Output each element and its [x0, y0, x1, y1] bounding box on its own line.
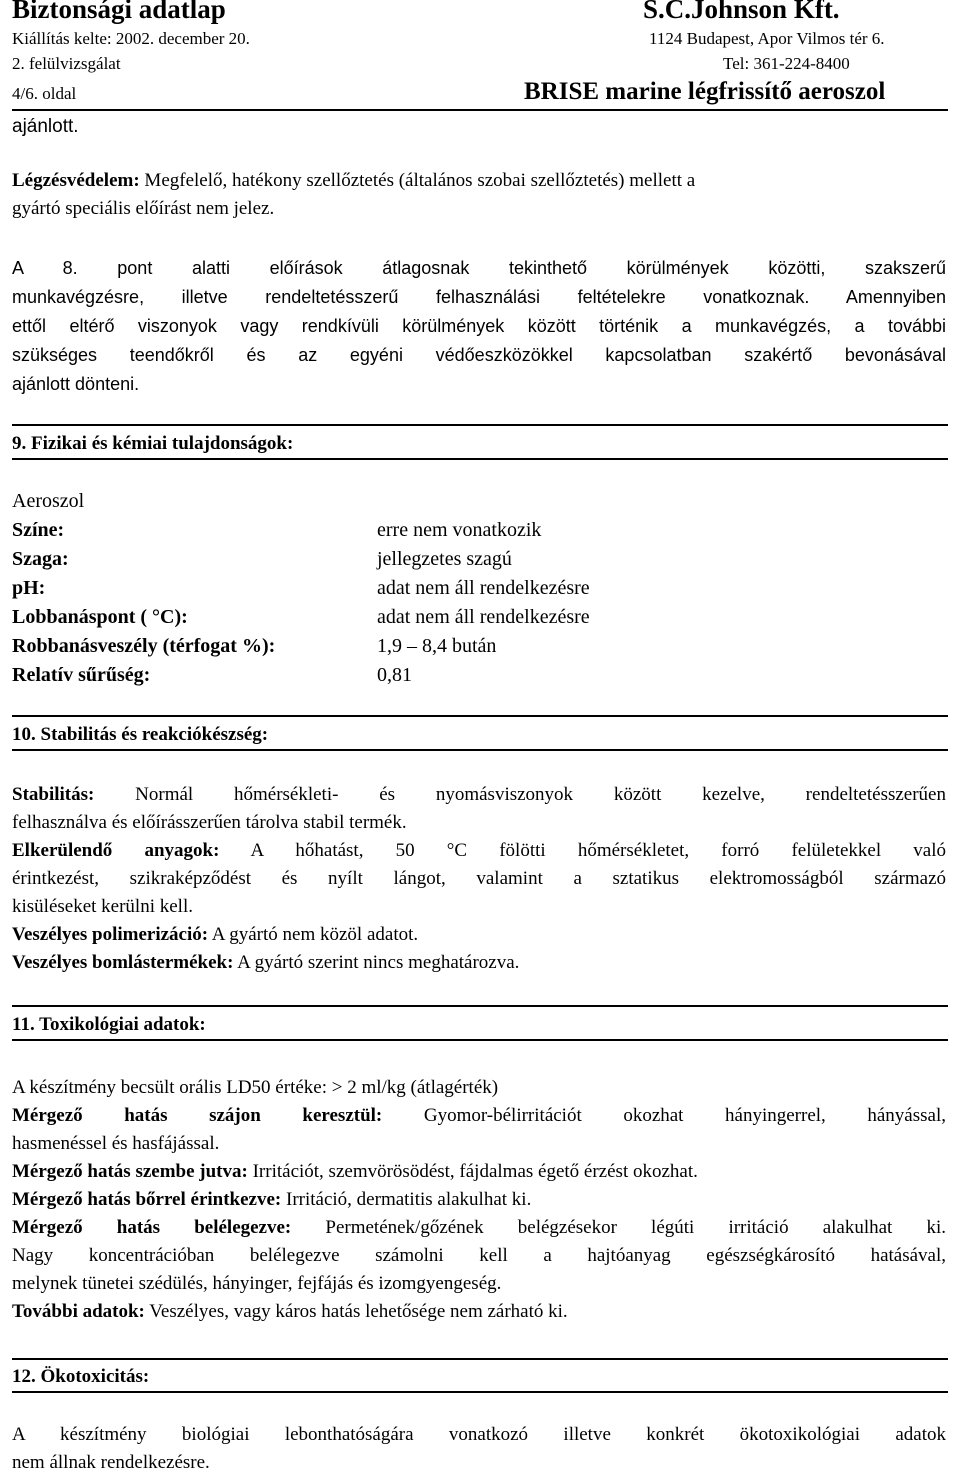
explosion-limit-value: 1,9 – 8,4 bután: [377, 635, 497, 657]
further-info-label: További adatok:: [12, 1301, 145, 1322]
product-name: BRISE marine légfrissítő aeroszol: [524, 78, 886, 105]
eye-text: Irritációt, szemvörösödést, fájdalmas égető érzést okozhat.: [247, 1161, 698, 1182]
product-form: Aeroszol: [12, 490, 85, 512]
ecotoxicity-text-2: nem állnak rendelkezésre.: [12, 1452, 210, 1473]
inhalation-text-2: Nagy koncentrációban belélegezve számolni kell a hajtóanyag egészségkárosító hatásával,: [12, 1245, 946, 1266]
section12-heading: 12. Ökotoxicitás:: [12, 1364, 948, 1393]
avoid-materials-text-3: kisüléseket kerülni kell.: [12, 896, 193, 917]
company-phone: Tel: 361-224-8400: [723, 54, 850, 73]
stability-text-2: felhasználva és előírásszerűen tárolva stabil termék.: [12, 812, 407, 833]
ph-value: adat nem áll rendelkezésre: [377, 577, 590, 599]
respiratory-text-1: Megfelelő, hatékony szellőztetés (általános szobai szellőztetés) mellett a: [139, 170, 696, 191]
section8-note-line-1: A 8. pont alatti előírások átlagosnak tekinthető körülmények közötti, szakszerű: [12, 258, 946, 278]
decomposition-label: Veszélyes bomlástermékek:: [12, 952, 234, 973]
relative-density-value: 0,81: [377, 664, 412, 686]
section9-top-rule: [12, 424, 948, 426]
section8-note-line-5: ajánlott dönteni.: [12, 374, 140, 394]
decomposition-text: A gyártó szerint nincs meghatározva.: [233, 952, 520, 973]
ph-label: pH:: [12, 577, 46, 599]
explosion-limit-label: Robbanásveszély (térfogat %):: [12, 635, 276, 657]
avoid-materials-label: Elkerülendő anyagok:: [12, 840, 220, 861]
polymerization-label: Veszélyes polimerizáció:: [12, 924, 209, 945]
issue-date: Kiállítás kelte: 2002. december 20.: [12, 29, 250, 48]
color-value: erre nem vonatkozik: [377, 519, 542, 541]
header-divider: [12, 109, 948, 111]
oral-text-2: hasmenéssel és hasfájással.: [12, 1133, 220, 1154]
ld50-text: A készítmény becsült orális LD50 értéke: > 2 ml/kg (átlagérték): [12, 1077, 499, 1098]
section9-heading: 9. Fizikai és kémiai tulajdonságok:: [12, 431, 948, 460]
section11-top-rule: [12, 1005, 948, 1007]
inhalation-label: Mérgező hatás belélegezve:: [12, 1217, 292, 1238]
oral-text-1: Gyomor-bélirritációt okozhat hányingerrel, hányással,: [382, 1105, 946, 1126]
eye-label: Mérgező hatás szembe jutva:: [12, 1161, 248, 1182]
section10-top-rule: [12, 715, 948, 717]
section12-top-rule: [12, 1358, 948, 1360]
polymerization-text: A gyártó nem közöl adatot.: [208, 924, 419, 945]
avoid-materials-text-2: érintkezést, szikraképződést és nyílt lángot, valamint a sztatikus elektromosságból származó: [12, 868, 946, 889]
section11-heading: 11. Toxikológiai adatok:: [12, 1012, 948, 1041]
revision-label: 2. felülvizsgálat: [12, 54, 121, 73]
further-info-text: Veszélyes, vagy káros hatás lehetősége nem zárható ki.: [144, 1301, 568, 1322]
company-name: S.C.Johnson Kft.: [643, 0, 840, 24]
respiratory-text-2: gyártó speciális előírást nem jelez.: [12, 198, 275, 219]
respiratory-protection: [12, 167, 946, 223]
section8-note: [12, 254, 946, 399]
color-label: Színe:: [12, 519, 65, 541]
flash-point-label: Lobbanáspont ( °C):: [12, 606, 188, 628]
stability-block: [12, 781, 946, 977]
inhalation-text-1: Permetének/gőzének belégzésekor légúti irritáció alakulhat ki.: [291, 1217, 946, 1238]
odor-value: jellegzetes szagú: [377, 548, 512, 570]
skin-label: Mérgező hatás bőrrel érintkezve:: [12, 1189, 282, 1210]
oral-label: Mérgező hatás szájon keresztül:: [12, 1105, 383, 1126]
section8-note-line-2: munkavégzésre, illetve rendeltetésszerű felhasználási feltételekre vonatkoznak. Amennyiben: [12, 287, 946, 307]
skin-text: Irritáció, dermatitis alakulhat ki.: [281, 1189, 532, 1210]
stability-text-1: Normál hőmérsékleti- és nyomásviszonyok között kezelve, rendeltetésszerűen: [94, 784, 946, 805]
flash-point-value: adat nem áll rendelkezésre: [377, 606, 590, 628]
document-header: [12, 0, 948, 112]
ecotoxicity-block: [12, 1421, 946, 1477]
page-number: 4/6. oldal: [12, 84, 77, 103]
document-title: Biztonsági adatlap: [12, 0, 226, 24]
stability-label: Stabilitás:: [12, 784, 95, 805]
section10-heading: 10. Stabilitás és reakciókészség:: [12, 722, 948, 751]
inhalation-text-3: melynek tünetei szédülés, hányinger, fejfájás és izomgyengeség.: [12, 1273, 502, 1294]
section8-note-line-3: ettől eltérő viszonyok vagy rendkívüli körülmények között történik a munkavégzés, a további: [12, 316, 946, 336]
toxicology-block: [12, 1074, 946, 1326]
relative-density-label: Relatív sűrűség:: [12, 664, 151, 686]
continuation-text: ajánlott.: [12, 116, 79, 137]
avoid-materials-text-1: A hőhatást, 50 °C fölötti hőmérsékletet, forró felületekkel való: [219, 840, 947, 861]
respiratory-label: Légzésvédelem:: [12, 170, 140, 191]
company-address: 1124 Budapest, Apor Vilmos tér 6.: [649, 29, 885, 48]
odor-label: Szaga:: [12, 548, 69, 570]
ecotoxicity-text-1: A készítmény biológiai lebonthatóságára vonatkozó illetve konkrét ökotoxikológiai adatok: [12, 1424, 946, 1445]
section8-note-line-4: szükséges teendőkről és az egyéni védőeszközökkel kapcsolatban szakértő bevonásával: [12, 345, 946, 365]
